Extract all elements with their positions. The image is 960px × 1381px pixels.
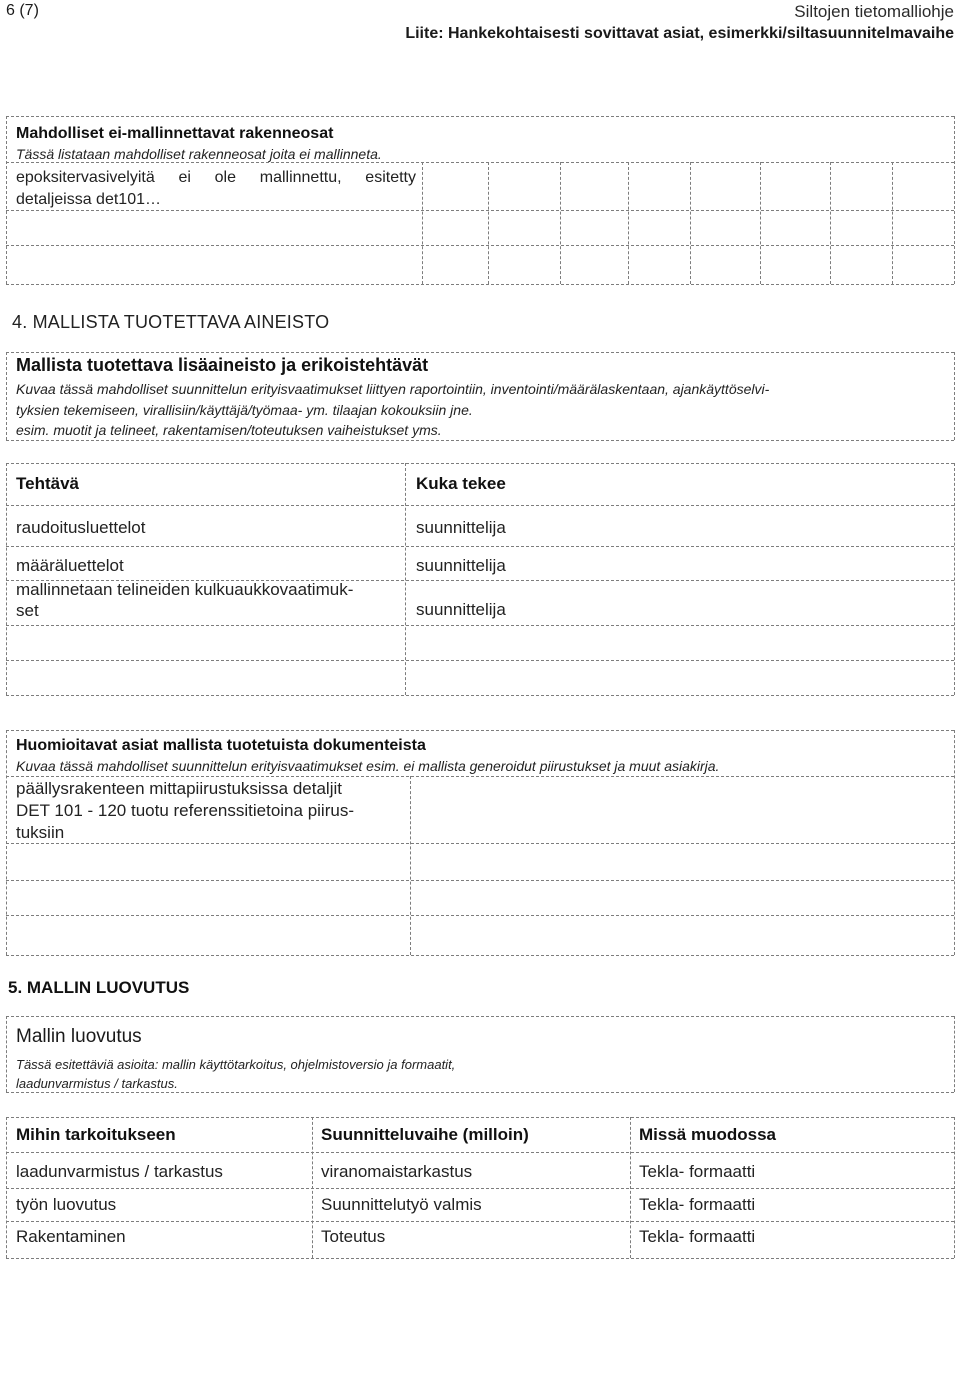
divider — [6, 284, 954, 285]
divider — [6, 955, 954, 956]
divider — [6, 625, 954, 626]
divider — [560, 162, 561, 284]
divider — [422, 162, 423, 284]
appendix-title: Liite: Hankekohtaisesti sovittavat asiat, esimerkki/siltasuunnitelmavaihe — [405, 25, 954, 42]
notes-box-entry: päällysrakenteen mittapiirustuksissa detaljit DET 101 - 120 tuotu referenssitietoina piirus- tuksiin — [16, 779, 354, 842]
purpose-cell: laadunvarmistus / tarkastus — [16, 1162, 223, 1181]
divider — [954, 116, 955, 284]
divider — [628, 162, 629, 284]
section-4-heading: 4. MALLISTA TUOTETTAVA AINEISTO — [12, 312, 330, 332]
purpose-cell: työn luovutus — [16, 1195, 117, 1214]
notes-box-note: Kuvaa tässä mahdolliset suunnittelun erityisvaatimukset esim. ei mallista generoidut piirustukset ja muut asiakirja. — [16, 758, 720, 774]
format-cell: Tekla- formaatti — [639, 1195, 756, 1214]
section-4-box-note: Kuvaa tässä mahdolliset suunnittelun erityisvaatimukset liittyen raportointiin, inventointi/määrälaskentaan, ajankäyttöselvi- tyksien tekemiseen, virallisiin/käyttäjä/työmaa- ym. tilaajan kokouksiin jne. esim. muotit ja telineet, rakentamisen/toteutuksen vaiheistukset yms. — [16, 381, 770, 438]
phase-cell: Toteutus — [321, 1227, 386, 1246]
non-modelled-entry: epoksitervasivelyitä ei ole mallinnettu, esitetty detaljeissa det101… — [16, 169, 416, 208]
divider — [6, 880, 954, 881]
divider — [488, 162, 489, 284]
task-column-header: Tehtävä — [16, 474, 79, 493]
task-cell: määräluettelot — [16, 556, 124, 575]
divider — [6, 1152, 954, 1153]
divider — [6, 352, 954, 353]
divider — [6, 915, 954, 916]
responsible-cell: suunnittelija — [416, 518, 506, 537]
divider — [6, 1188, 954, 1189]
guide-title: Siltojen tietomalliohje — [794, 2, 954, 21]
divider — [954, 463, 955, 695]
divider — [760, 162, 761, 284]
notes-box-title: Huomioitavat asiat mallista tuotetuista dokumenteista — [16, 737, 426, 754]
format-cell: Tekla- formaatti — [639, 1227, 756, 1246]
divider — [954, 352, 955, 440]
page-number: 6 (7) — [6, 2, 39, 19]
divider — [830, 162, 831, 284]
responsible-cell: suunnittelija — [416, 600, 506, 619]
divider — [6, 695, 954, 696]
divider — [6, 463, 954, 464]
divider — [6, 546, 954, 547]
divider — [6, 162, 954, 163]
phase-column-header: Suunnitteluvaihe (milloin) — [321, 1125, 529, 1144]
divider — [6, 116, 7, 284]
purpose-cell: Rakentaminen — [16, 1227, 126, 1246]
non-modelled-note: Tässä listataan mahdolliset rakenneosat joita ei mallinneta. — [16, 146, 382, 162]
section-4-box-title: Mallista tuotettava lisäaineisto ja erikoistehtävät — [16, 355, 429, 375]
divider — [954, 1016, 955, 1092]
divider — [6, 776, 954, 777]
responsible-cell: suunnittelija — [416, 556, 506, 575]
non-modelled-title: Mahdolliset ei-mallinnettavat rakenneosat — [16, 125, 334, 142]
divider — [6, 352, 7, 440]
phase-cell: viranomaistarkastus — [321, 1162, 473, 1181]
divider — [892, 162, 893, 284]
divider — [6, 1221, 954, 1222]
section-5-box-note: Tässä esitettäviä asioita: mallin käyttötarkoitus, ohjelmistoversio ja formaatit, laadunvarmistus / tarkastus. — [16, 1057, 456, 1091]
divider — [954, 1117, 955, 1258]
divider — [6, 1016, 7, 1092]
divider — [6, 1117, 954, 1118]
task-cell: mallinnetaan telineiden kulkuaukkovaatimuk- set — [16, 580, 354, 620]
divider — [6, 660, 954, 661]
divider — [6, 245, 954, 246]
format-cell: Tekla- formaatti — [639, 1162, 756, 1181]
section-5-box-title: Mallin luovutus — [16, 1026, 142, 1047]
format-column-header: Missä muodossa — [639, 1125, 776, 1144]
divider — [6, 730, 954, 731]
divider — [954, 730, 955, 955]
section-5-heading: 5. MALLIN LUOVUTUS — [8, 978, 190, 997]
phase-cell: Suunnittelutyö valmis — [321, 1195, 482, 1214]
divider — [6, 1016, 954, 1017]
divider — [690, 162, 691, 284]
responsible-column-header: Kuka tekee — [416, 474, 506, 493]
divider — [410, 776, 411, 955]
task-cell: raudoitusluettelot — [16, 518, 146, 537]
purpose-column-header: Mihin tarkoitukseen — [16, 1125, 176, 1144]
divider — [6, 505, 954, 506]
divider — [6, 1258, 954, 1259]
divider — [6, 116, 954, 117]
